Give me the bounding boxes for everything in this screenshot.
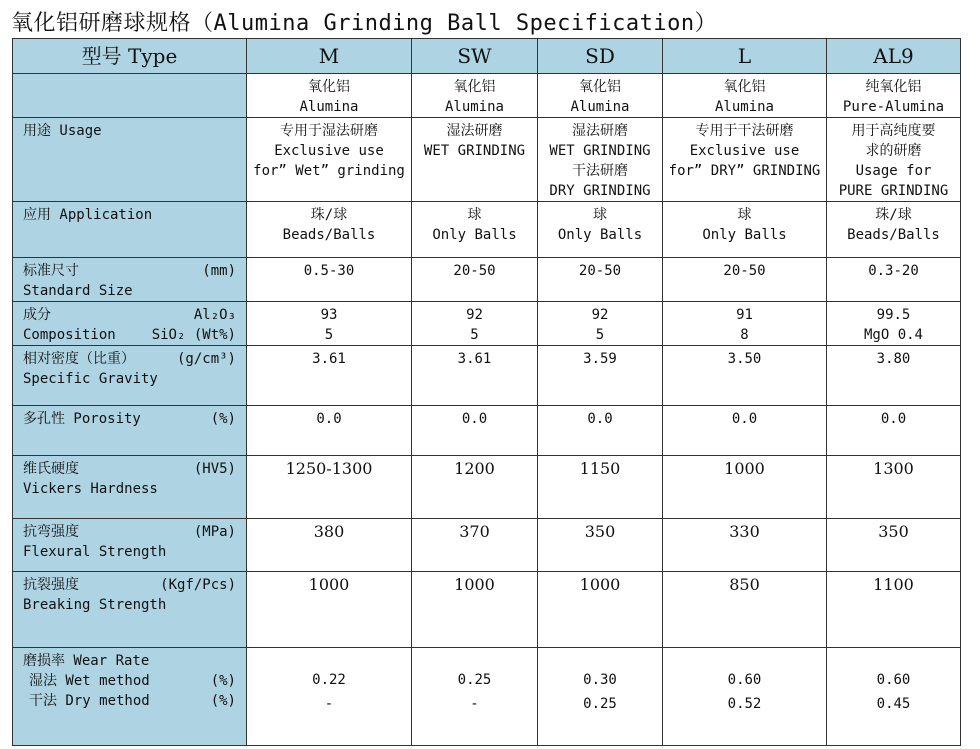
gravity-sw: 3.61 (412, 346, 538, 406)
porosity-m: 0.0 (247, 406, 412, 456)
porosity-al9: 0.0 (827, 406, 961, 456)
porosity-sd: 0.0 (538, 406, 663, 456)
hardness-sw: 1200 (412, 456, 538, 519)
header-row (13, 39, 961, 74)
composition-label: 成分 Al₂O₃ Composition SiO₂ (Wt%) (13, 302, 247, 346)
material-sw: 氧化铝 Alumina (412, 74, 538, 118)
hardness-row (13, 456, 961, 519)
size-sd: 20-50 (538, 258, 663, 302)
application-m: 珠/球 Beads/Balls (247, 202, 412, 258)
flexural-al9: 350 (827, 519, 961, 572)
size-sw: 20-50 (412, 258, 538, 302)
size-l: 20-50 (663, 258, 827, 302)
material-row (13, 74, 961, 118)
composition-sw: 92 5 (412, 302, 538, 346)
col-header-sw: SW (412, 39, 538, 74)
type-header: 型号 Type (13, 39, 247, 74)
usage-sw: 湿法研磨 WET GRINDING (412, 118, 538, 202)
breaking-row (13, 572, 961, 648)
col-header-l: L (663, 39, 827, 74)
flexural-sd: 350 (538, 519, 663, 572)
porosity-sw: 0.0 (412, 406, 538, 456)
composition-al9: 99.5 MgO 0.4 (827, 302, 961, 346)
size-m: 0.5-30 (247, 258, 412, 302)
application-sw: 球 Only Balls (412, 202, 538, 258)
wear-row (13, 648, 961, 746)
gravity-label: 相对密度（比重） (g/cm³) Specific Gravity (13, 346, 247, 406)
gravity-m: 3.61 (247, 346, 412, 406)
breaking-sd: 1000 (538, 572, 663, 648)
porosity-label: 多孔性 Porosity (%) (13, 406, 247, 456)
page-title: 氧化铝研磨球规格（Alumina Grinding Ball Specification） (11, 11, 718, 36)
col-header-m: M (247, 39, 412, 74)
wear-sw: 0.25 - (412, 648, 538, 746)
breaking-al9: 1100 (827, 572, 961, 648)
flexural-label: 抗弯强度 (MPa) Flexural Strength (13, 519, 247, 572)
application-al9: 珠/球 Beads/Balls (827, 202, 961, 258)
hardness-l: 1000 (663, 456, 827, 519)
material-sd: 氧化铝 Alumina (538, 74, 663, 118)
hardness-sd: 1150 (538, 456, 663, 519)
porosity-l: 0.0 (663, 406, 827, 456)
size-label: 标准尺寸 (mm) Standard Size (13, 258, 247, 302)
breaking-sw: 1000 (412, 572, 538, 648)
breaking-l: 850 (663, 572, 827, 648)
hardness-m: 1250-1300 (247, 456, 412, 519)
composition-row (13, 302, 961, 346)
flexural-sw: 370 (412, 519, 538, 572)
wear-label: 磨损率 Wear Rate 湿法 Wet method (%) 干法 Dry method (%) (13, 648, 247, 746)
breaking-label: 抗裂强度 (Kgf/Pcs) Breaking Strength (13, 572, 247, 648)
flexural-l: 330 (663, 519, 827, 572)
flexural-m: 380 (247, 519, 412, 572)
hardness-al9: 1300 (827, 456, 961, 519)
material-m: 氧化铝 Alumina (247, 74, 412, 118)
application-l: 球 Only Balls (663, 202, 827, 258)
wear-al9: 0.60 0.45 (827, 648, 961, 746)
size-al9: 0.3-20 (827, 258, 961, 302)
gravity-al9: 3.80 (827, 346, 961, 406)
composition-m: 93 5 (247, 302, 412, 346)
gravity-l: 3.50 (663, 346, 827, 406)
composition-l: 91 8 (663, 302, 827, 346)
material-label (13, 74, 247, 118)
col-header-sd: SD (538, 39, 663, 74)
material-al9: 纯氧化铝 Pure-Alumina (827, 74, 961, 118)
usage-l: 专用于干法研磨 Exclusive use for” DRY” GRINDING (663, 118, 827, 202)
usage-row (13, 118, 961, 202)
flexural-row (13, 519, 961, 572)
col-header-al9: AL9 (827, 39, 961, 74)
usage-sd: 湿法研磨 WET GRINDING 干法研磨 DRY GRINDING (538, 118, 663, 202)
gravity-sd: 3.59 (538, 346, 663, 406)
hardness-label: 维氏硬度 (HV5) Vickers Hardness (13, 456, 247, 519)
application-sd: 球 Only Balls (538, 202, 663, 258)
application-row (13, 202, 961, 258)
size-row (13, 258, 961, 302)
wear-sd: 0.30 0.25 (538, 648, 663, 746)
usage-label: 用途 Usage (13, 118, 247, 202)
composition-sd: 92 5 (538, 302, 663, 346)
wear-m: 0.22 - (247, 648, 412, 746)
spec-table (12, 38, 961, 746)
porosity-row (13, 406, 961, 456)
gravity-row (13, 346, 961, 406)
usage-m: 专用于湿法研磨 Exclusive use for” Wet” grinding (247, 118, 412, 202)
application-label: 应用 Application (13, 202, 247, 258)
wear-l: 0.60 0.52 (663, 648, 827, 746)
usage-al9: 用于高纯度要 求的研磨 Usage for PURE GRINDING (827, 118, 961, 202)
breaking-m: 1000 (247, 572, 412, 648)
material-l: 氧化铝 Alumina (663, 74, 827, 118)
